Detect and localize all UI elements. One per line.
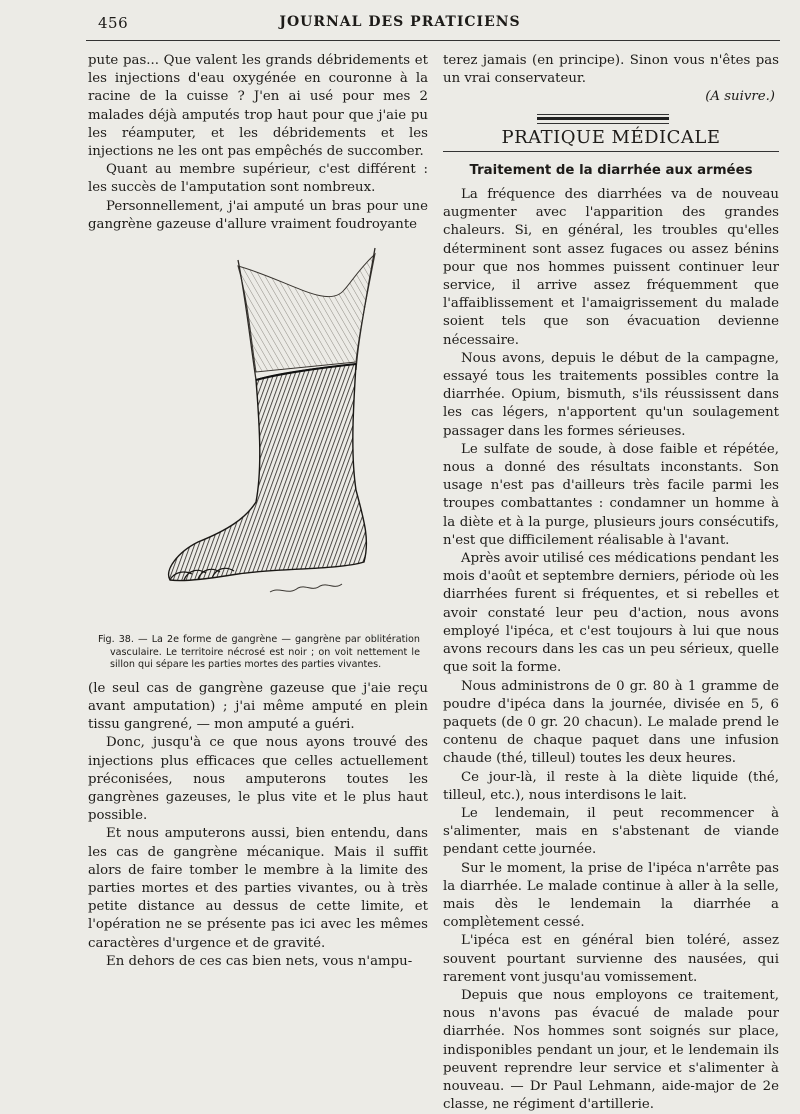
article-title: Traitement de la diarrhée aux armées bbox=[469, 162, 753, 178]
figure-gangrene-foot bbox=[88, 240, 428, 630]
figure-caption-text: — La 2e forme de gangrène — gangrène par oblitération vasculaire. Le territoire nécrosé est noir ; on voit nettement le sillon qui sépare les parties mortes des parties vivantes. bbox=[110, 634, 420, 671]
paragraph: Après avoir utilisé ces médications pendant les mois d'août et septembre derniers, période où les diarrhées furent si fréquentes, et si rebelles et avoir constaté leur peu d'action, nous avons employé l'ipéca, et c'est toujours à lui que nous avons recours dans les cas un peu sérieux, quelle que soit la forme. bbox=[443, 551, 779, 676]
paragraph: Sur le moment, la prise de l'ipéca n'arrête pas la diarrhée. Le malade continue à aller à la selle, mais dès le lendemain la diarrhée a complètement cessé. bbox=[443, 860, 779, 931]
paragraph: Quant au membre supérieur, c'est différent : les succès de l'amputation sont nombreux. bbox=[88, 162, 428, 196]
paragraph: Le sulfate de soude, à dose faible et répétée, nous a donné des résultats inconstants. Son usage n'est pas d'ailleurs très facile parmi les troupes combattantes : condamner un homme à la diète et à la purge, plusieurs jours consécutifs, n'est que difficilement réalisable à l'avant. bbox=[443, 441, 779, 548]
figure-caption bbox=[88, 634, 428, 672]
right-column bbox=[443, 52, 779, 1114]
paragraph: (le seul cas de gangrène gazeuse que j'aie reçu avant amputation) ; j'ai même amputé en plein tissu gangrené, — mon amputé a guéri. bbox=[88, 680, 428, 733]
to-be-continued: (A suivre.) bbox=[705, 89, 775, 105]
section-title: PRATIQUE MÉDICALE bbox=[501, 126, 721, 148]
running-header bbox=[0, 14, 800, 38]
paragraph: Et nous amputerons aussi, bien entendu, dans les cas de gangrène mécanique. Mais il suffit alors de faire tomber le membre à la limite des parties mortes et des parties vivantes, ou à très petite distance au dessus de cette limite, et l'opération ne se présente pas ici avec les mêmes caractères d'urgence et de gravité. bbox=[88, 826, 428, 951]
left-column bbox=[88, 52, 428, 971]
paragraph: Donc, jusqu'à ce que nous ayons trouvé des injections plus efficaces que celles actuellement préconisées, nous amputerons toutes les gangrènes gazeuses, le plus vite et le plus haut possible. bbox=[88, 735, 428, 824]
figure-label: Fig. 38. bbox=[98, 634, 134, 646]
paragraph: pute pas... Que valent les grands débridements et les injections d'eau oxygénée en couronne à la racine de la cuisse ? J'en ai usé pour mes 2 malades déjà amputés trop haut pour que j'aie pu les réamputer, et les débridements et les injections ne les ont pas empêchés de succomber. bbox=[88, 53, 428, 160]
paragraph: Nous administrons de 0 gr. 80 à 1 gramme de poudre d'ipéca dans la journée, divisée en 5, 6 paquets (de 0 gr. 20 chacun). Le malade prend le contenu de chaque paquet dans une infusion chaude (thé, tilleul) toutes les deux heures. bbox=[443, 678, 779, 767]
paragraph: Personnellement, j'ai amputé un bras pour une gangrène gazeuse d'allure vraiment foudroyante bbox=[88, 198, 428, 232]
journal-title: JOURNAL DES PRATICIENS bbox=[279, 14, 521, 30]
paragraph: Ce jour-là, il reste à la diète liquide (thé, tilleul, etc.), nous interdisons le lait. bbox=[443, 769, 779, 803]
paragraph: L'ipéca est en général bien toléré, assez souvent pourtant survienne des nausées, qui rarement vont jusqu'au vomissement. bbox=[443, 933, 779, 985]
paragraph: En dehors de ces cas bien nets, vous n'ampu- bbox=[106, 953, 413, 969]
paragraph: Le lendemain, il peut recommencer à s'alimenter, mais en s'abstenant de viande pendant cette journée. bbox=[443, 805, 779, 858]
page-number: 456 bbox=[98, 14, 129, 32]
paragraph: Depuis que nous employons ce traitement, nous n'avons pas évacué de malade pour diarrhée. Nos hommes sont soignés sur place, indisponibles pendant un jour, et le lendemain ils peuvent reprendre leur service et s'alimenter à nouveau. — Dr Paul Lehmann, aide-major de 2e classe, ne régiment d'artillerie. bbox=[443, 987, 779, 1113]
section-rule bbox=[443, 151, 779, 152]
section-divider bbox=[443, 113, 779, 127]
foot-illustration bbox=[88, 240, 428, 630]
header-rule bbox=[86, 40, 780, 41]
paragraph: Nous avons, depuis le début de la campagne, essayé tous les traitements possibles contre la diarrhée. Opium, bismuth, s'ils réussissent dans les cas légers, n'apportent qu'un soulagement passager dans les formes sérieuses. bbox=[443, 350, 779, 439]
paragraph: terez jamais (en principe). Sinon vous n'êtes pas un vrai conservateur. bbox=[443, 53, 779, 87]
paragraph: La fréquence des diarrhées va de nouveau augmenter avec l'apparition des grandes chaleurs. Si, en général, les troubles qu'elles déterminent sont assez fugaces ou assez bénins pour que nos hommes puissent continuer leur service, il arrive assez fréquemment que l'affaiblissement et l'amaigrissement du malade soient tels que son évacuation devienne nécessaire. bbox=[443, 187, 779, 348]
